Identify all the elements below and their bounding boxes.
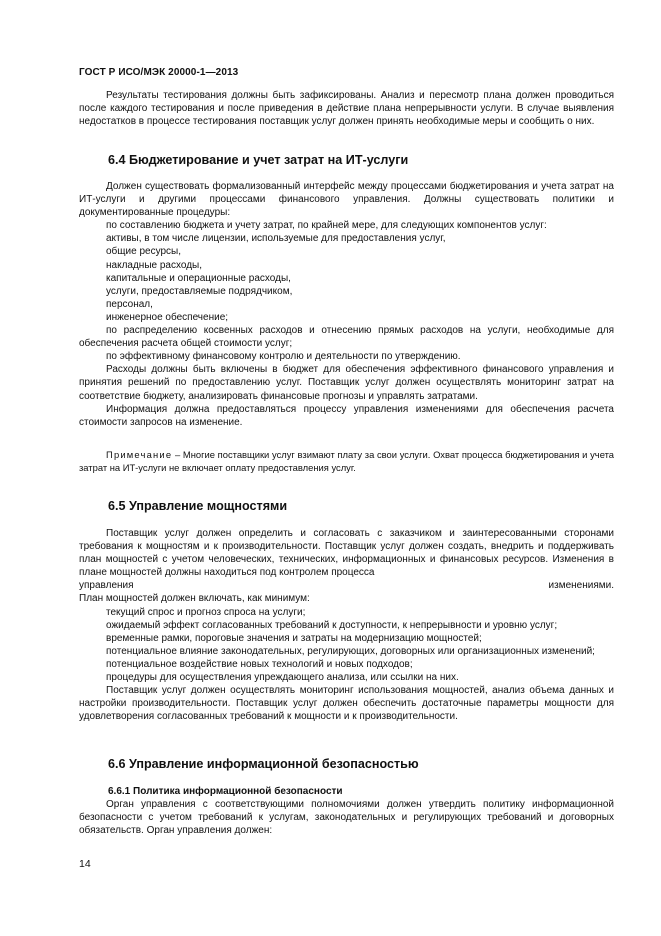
note-text: – Многие поставщики услуг взимают плату за свои услуги. Охват процесса бюджетирования и учета затрат на ИТ-услуги не включает оплату предоставления услуг. (79, 449, 614, 474)
list-item: общие ресурсы, (106, 246, 181, 258)
paragraph: Информация должна предоставляться процессу управления изменениями для обеспечения расчета стоимости запросов на изменение. (79, 403, 614, 428)
paragraph: потенциальное влияние законодательных, регулирующих, договорных или организационных изменений; (106, 645, 595, 657)
paragraph: по эффективному финансовому контролю и деятельности по утверждению. (106, 351, 461, 363)
paragraph: Поставщик услуг должен определить и согласовать с заказчиком и заинтересованными сторонами требования к мощностям и к производительности. Поставщик услуг должен создать, внедрить и поддерживать план мощностей с учетом человеческих, технических, информационных и финансовых ресурсов. Изменения в плане мощностей должны находиться под контролем процесса (79, 528, 614, 579)
list-item: текущий спрос и прогноз спроса на услуги; (106, 606, 306, 618)
list-item: капитальные и операционные расходы, (106, 272, 291, 284)
list-item: накладные расходы, (106, 259, 203, 271)
paragraph: Поставщик услуг должен осуществлять мониторинг использования мощностей, анализ объема данных и настройки производительности. Поставщик услуг должен обеспечить достаточные параметры мощности для удовлетворения согласованных требований к мощности и к производительности. (79, 685, 614, 723)
list-item: услуги, предоставляемые подрядчиком, (106, 285, 293, 297)
note-label: Примечание (106, 449, 173, 460)
line-fragment: изменениями. (548, 580, 614, 592)
section-6-5-title: 6.5 Управление мощностями (108, 499, 288, 513)
list-item: ожидаемый эффект согласованных требований к доступности, к непрерывности и уровню услуг; (106, 619, 558, 631)
list-item: процедуры для осуществления упреждающего анализа, или ссылки на них. (106, 672, 459, 684)
intro-paragraph: Результаты тестирования должны быть зафиксированы. Анализ и пересмотр плана должен проводиться после каждого тестирования и после приведения в действие плана непрерывности услуги. В случае выявления недостатков в процессе тестирования поставщик услуг должен принять необходимые меры и сообщить о них. (79, 90, 614, 128)
paragraph: План мощностей должен включать, как минимум: (79, 593, 310, 605)
list-item: персонал, (106, 298, 153, 310)
list-item: временные рамки, пороговые значения и затраты на модернизацию мощностей; (106, 632, 482, 644)
paragraph: Орган управления с соответствующими полномочиями должен утвердить политику информационной безопасности с учетом требований к услугам, законодательных и регулирующих требований и договорных обязательств. Орган управления должен: (79, 799, 614, 837)
page-number: 14 (79, 858, 91, 870)
section-6-4-title: 6.4 Бюджетирование и учет затрат на ИТ-услуги (108, 153, 409, 167)
line-fragment: управления (79, 580, 134, 592)
section-6-6-body (79, 798, 614, 837)
paragraph: Должен существовать формализованный интерфейс между процессами бюджетирования и учета затрат на ИТ-услуги и другими процессами финансового управления. Должны существовать политики и документированные процедуры: (79, 181, 614, 219)
subsection-6-6-1-title: 6.6.1 Политика информационной безопасности (108, 786, 343, 797)
list-item: инженерное обеспечение; (106, 311, 229, 323)
document-header: ГОСТ Р ИСО/МЭК 20000-1—2013 (79, 67, 239, 78)
list-item: активы, в том числе лицензии, используемые для предоставления услуг, (106, 233, 446, 245)
section-6-5-body (79, 527, 614, 723)
section-6-6-title: 6.6 Управление информационной безопасностью (108, 757, 419, 771)
list-item: потенциальное воздействие новых технологий и новых подходов; (106, 658, 413, 670)
list-item: по составлению бюджета и учету затрат, по крайней мере, для следующих компонентов услуг: (106, 220, 547, 232)
note (79, 448, 614, 474)
paragraph: по распределению косвенных расходов и отнесению прямых расходов на услуги, необходимые для обеспечения расчета общей стоимости услуг; (79, 325, 614, 350)
paragraph: Расходы должны быть включены в бюджет для обеспечения эффективного финансового управления и принятия решений по предоставлению услуг. Поставщик услуг должен осуществлять мониторинг затрат на соответствие бюджету, анализировать финансовые прогнозы и управлять затратами. (79, 364, 614, 402)
section-6-4-body (79, 180, 614, 429)
